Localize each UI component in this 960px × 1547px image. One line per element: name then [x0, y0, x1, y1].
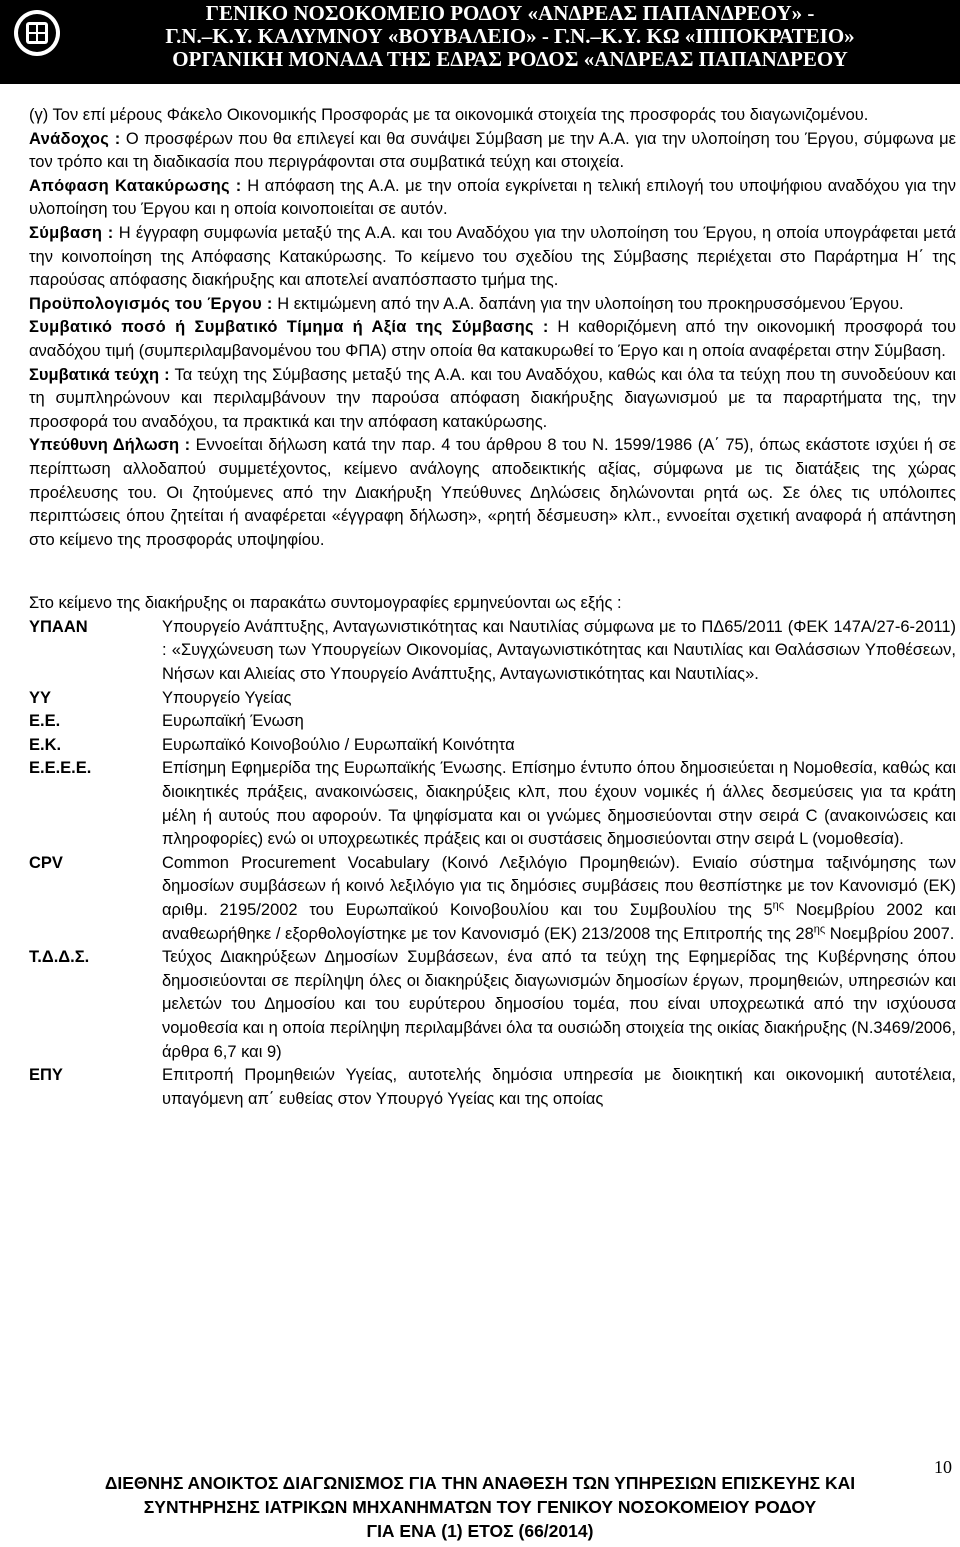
ordinal-suffix: ης: [772, 899, 785, 912]
abbreviation-term: ΥΥ: [29, 688, 52, 707]
abbreviation-text: [162, 852, 956, 946]
page-number: 10: [934, 1457, 952, 1477]
abbreviation-row: [29, 852, 956, 946]
definition-term: Σύμβαση :: [29, 223, 114, 242]
definition-paragraph: [29, 293, 956, 317]
abbreviation-term: CPV: [29, 853, 63, 872]
header-line-1: ΓΕΝΙΚΟ ΝΟΣΟΚΟΜΕΙΟ ΡΟΔΟΥ «ΑΝΔΡΕΑΣ ΠΑΠΑΝΔΡΕΟΥ» -: [205, 1, 815, 25]
cpv-text-part: Νοεμβρίου 2002 και αναθεωρήθηκε / εξορθολογίστηκε με τον Κανονισμό (ΕΚ) 213/2008 της Επιτροπής της 28: [162, 901, 956, 943]
footer-line-2: ΣΥΝΤΗΡΗΣΗΣ ΙΑΤΡΙΚΩΝ ΜΗΧΑΝΗΜΑΤΩΝ ΤΟΥ ΓΕΝΙΚΟΥ ΝΟΣΟΚΟΜΕΙΟΥ ΡΟΔΟΥ: [143, 1497, 817, 1517]
abbreviations-intro: Στο κείμενο της διακήρυξης οι παρακάτω συντομογραφίες ερμηνεύονται ως εξής :: [29, 594, 622, 613]
definition-term: Προϋπολογισμός του Έργου :: [29, 294, 273, 313]
cpv-text-part: Νοεμβρίου 2007.: [825, 924, 955, 943]
abbreviation-row: [29, 1064, 956, 1111]
definition-term: Απόφαση Κατακύρωσης :: [29, 176, 242, 195]
abbreviation-term: ΕΠΥ: [29, 1066, 63, 1085]
definition-text: Τα τεύχη της Σύμβασης μεταξύ της Α.Α. και του Αναδόχου, καθώς και όλα τα τεύχη που τη συνοδεύουν και τη συμπληρώνουν και περιλαμβάνουν την παρούσα απόφαση διακήρυξης διαγωνισμού με τα παραρτήματα της, την προσφορά του αναδόχου, τα πρακτικά και την απόφαση κατακύρωσης.: [29, 365, 956, 431]
abbreviation-text: Επιτροπή Προμηθειών Υγείας, αυτοτελής δημόσια υπηρεσία με διοικητική και οικονομική αυτοτέλεια, υπαγόμενη απ΄ ευθείας στον Υπουργό Υγείας και της οποίας: [162, 1066, 956, 1108]
definition-term: Συμβατικά τεύχη :: [29, 365, 170, 384]
definition-paragraph: [29, 104, 956, 128]
definition-paragraph: [29, 434, 956, 552]
definition-text: Η καθοριζόμενη από την οικονομική προσφορά του αναδόχου τιμή (συμπεριλαμβανομένου του ΦΠΑ) στην οποία θα κατακυρωθεί το Έργο και η οποία αναφέρεται στην Σύμβαση.: [29, 318, 956, 360]
abbreviation-text: Ευρωπαϊκή Ένωση: [162, 712, 304, 731]
definition-text: Η εκτιμώμενη από την Α.Α. δαπάνη για την υλοποίηση του προκηρυσσόμενου Έργου.: [272, 294, 904, 313]
abbreviation-row: [29, 687, 956, 711]
abbreviation-term: ΥΠΑΑΝ: [29, 617, 88, 636]
definition-paragraph: [29, 128, 956, 175]
definition-paragraph: [29, 175, 956, 222]
abbreviation-text: Επίσημη Εφημερίδα της Ευρωπαϊκής Ένωσης. Επίσημο έντυπο όπου δημοσιεύεται η Νομοθεσία, καθώς και διοικητικές πράξεις, ανακοινώσεις, διακηρύξεις κλπ, που έχουν νομικές ή άλλες δεσμεύσεις για τα κράτη μέλη ή αυτούς που αφορούν. Τα ψηφίσματα και οι γνώμες δημοσιεύονται στην σειρά C (ανακοινώσεις και πληροφορίες) ενώ οι υποχρεωτικές πράξεις και οι συστάσεις δημοσιεύονται στην σειρά L (νομοθεσία).: [162, 759, 956, 849]
hospital-logo-icon: [12, 8, 62, 58]
abbreviation-row: [29, 616, 956, 687]
definition-text: Η έγγραφη συμφωνία μεταξύ της Α.Α. και του Αναδόχου για την υλοποίηση του Έργου, η οποία υπογράφεται μετά την κοινοποίηση της Απόφασης Κατακύρωσης. Το κείμενο του σχεδίου της Σύμβασης περιέχεται στο Παράρτημα Η΄ της παρούσας απόφασης διακήρυξης και αποτελεί αναπόσπαστο τμήμα της.: [29, 223, 956, 290]
abbreviation-row: [29, 946, 956, 1064]
definition-term: Ανάδοχος :: [29, 129, 121, 148]
abbreviation-text: Υπουργείο Υγείας: [162, 688, 292, 707]
document-header: [0, 0, 960, 84]
definition-text: Η απόφαση της Α.Α. με την οποία εγκρίνεται η τελική επιλογή του υποψήφιου αναδόχου για την υλοποίηση του Έργου και η οποία κοινοποιείται σε αυτόν.: [29, 176, 957, 219]
abbreviation-row: [29, 710, 956, 734]
ordinal-suffix: ης: [813, 923, 826, 936]
abbreviation-term: Τ.Δ.Δ.Σ.: [29, 948, 90, 967]
header-line-2: Γ.Ν.–Κ.Υ. ΚΑΛΥΜΝΟΥ «ΒΟΥΒΑΛΕΙΟ» - Γ.Ν.–Κ.Υ. ΚΩ «ΙΠΠΟΚΡΑΤΕΙΟ»: [165, 24, 855, 48]
footer-line-1: ΔΙΕΘΝΗΣ ΑΝΟΙΚΤΟΣ ΔΙΑΓΩΝΙΣΜΟΣ ΓΙΑ ΤΗΝ ΑΝΑΘΕΣΗ ΤΩΝ ΥΠΗΡΕΣΙΩΝ ΕΠΙΣΚΕΥΗΣ ΚΑΙ: [104, 1473, 856, 1493]
abbreviation-row: [29, 734, 956, 758]
abbreviation-text: Υπουργείο Ανάπτυξης, Ανταγωνιστικότητας και Ναυτιλίας σύμφωνα με το ΠΔ65/2011 (ΦΕΚ 147Α/27-6-2011) : «Συγχώνευση των Υπουργείων Οικονομίας, Ανταγωνιστικότητας και Ναυτιλίας και Θαλάσσιων Υποθέσεων, Νήσων και Αλιείας στο Υπουργείο Ανάπτυξης, Ανταγωνιστικότητας και Ναυτιλίας».: [162, 617, 956, 684]
definition-paragraph: [29, 316, 956, 363]
footer-line-3: ΓΙΑ ΕΝΑ (1) ΕΤΟΣ (66/2014): [366, 1521, 594, 1541]
definition-term: Υπεύθυνη Δήλωση :: [29, 436, 191, 455]
abbreviation-text: Τεύχος Διακηρύξεων Δημοσίων Συμβάσεων, ένα από τα τεύχη της Εφημερίδας της Κυβέρνησης όπου δημοσιεύονται σε περίληψη όλες οι διακηρύξεις διαγωνισμών δημοσίων έργων, προμηθειών, υπηρεσιών και μελετών του Δημοσίου και του ευρύτερου δημοσίου τομέα, που είναι υποχρεωτικά από την ισχύουσα νομοθεσία και η οποία περίληψη περιλαμβάνει όλα τα ουσιώδη στοιχεία της οικίας διακήρυξης (Ν.3469/2006, άρθρα 6,7 και 9): [162, 948, 956, 1061]
abbreviation-term: Ε.Κ.: [29, 735, 62, 754]
abbreviation-term: Ε.Ε.Ε.Ε.: [29, 759, 92, 778]
header-line-3: ΟΡΓΑΝΙΚΗ ΜΟΝΑΔΑ ΤΗΣ ΕΔΡΑΣ ΡΟΔΟΣ «ΑΝΔΡΕΑΣ ΠΑΠΑΝΔΡΕΟΥ: [172, 47, 848, 71]
definition-text: Ο προσφέρων που θα επιλεγεί και θα συνάψει Σύμβαση με την Α.Α. για την υλοποίηση του Έργου, σύμφωνα με τον τρόπο και τη διαδικασία που περιγράφονται στα συμβατικά τεύχη και στοιχεία.: [29, 129, 956, 172]
abbreviation-row: [29, 757, 956, 851]
cpv-text-part: Common Procurement Vocabulary (Κοινό Λεξιλόγιο Προμηθειών). Ενιαίο σύστημα ταξινόμησης των δημοσίων συμβάσεων ή κοινό λεξιλόγιο για τις δημόσιες συμβάσεις που θεσπίστηκε με τον Κανονισμό (ΕΚ) αριθμ. 2195/2002 του Ευρωπαϊκού Κοινοβουλίου και του Συμβουλίου της 5: [162, 853, 956, 919]
document-body: [29, 104, 956, 1111]
definition-term: Συμβατικό ποσό ή Συμβατικό Τίμημα ή Αξία της Σύμβασης :: [29, 318, 549, 337]
definition-paragraph: [29, 222, 956, 293]
document-footer: [0, 1471, 960, 1543]
definition-text: Εννοείται δήλωση κατά την παρ. 4 του άρθρου 8 του Ν. 1599/1986 (Α΄ 75), όπως εκάστοτε ισχύει ή σε περίπτωση αλλοδαπού συμμετέχοντος, κείμενο ανάλογης αποδεικτικής αξίας, σύμφωνα με τις διατάξεις της χώρας προέλευσης του. Οι ζητούμενες από την Διακήρυξη Υπεύθυνες Δηλώσεις δηλώνονται ρητά ως. Σε όλες τις υπόλοιπες περιπτώσεις όπου ζητείται ή αναφέρεται «έγγραφη δήλωση», «ρητή δέσμευση» κλπ., εννοείται σχετική αναφορά ή απάντηση στο κείμενο της προσφοράς υποψηφίου.: [29, 436, 956, 549]
abbreviation-term: Ε.Ε.: [29, 712, 61, 731]
abbreviation-text: Ευρωπαϊκό Κοινοβούλιο / Ευρωπαϊκή Κοινότητα: [162, 735, 515, 754]
definition-text: (γ) Τον επί μέρους Φάκελο Οικονομικής Προσφοράς με τα οικονομικά στοιχεία της προσφοράς του διαγωνιζομένου.: [29, 106, 869, 124]
definition-paragraph: [29, 364, 956, 435]
